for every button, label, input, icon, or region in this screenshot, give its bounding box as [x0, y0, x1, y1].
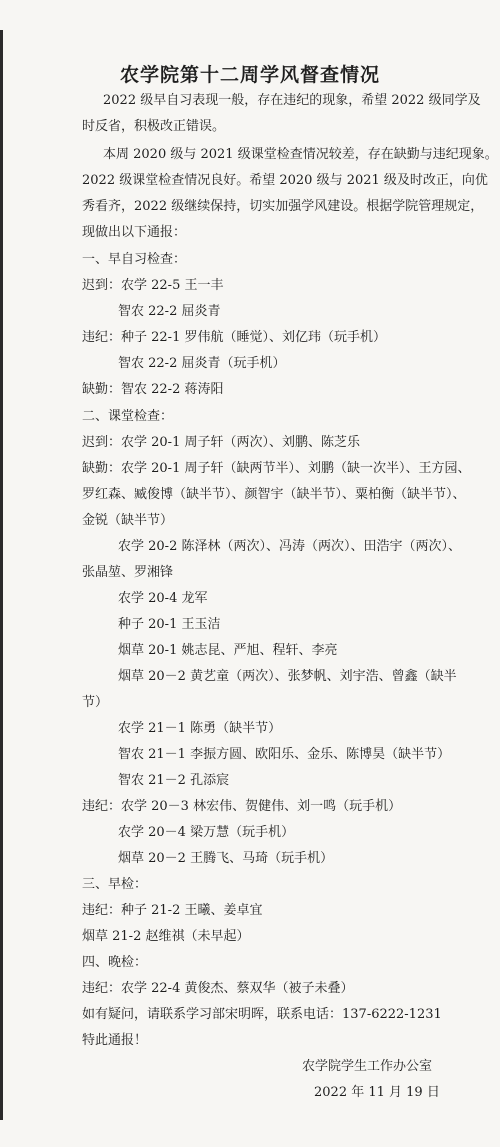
list-item: 张晶堃、罗湘锋	[82, 565, 174, 580]
signature-office: 农学院学生工作办公室	[302, 1059, 433, 1074]
closing-line: 特此通报！	[82, 1033, 148, 1048]
page-edge-line	[0, 30, 3, 1120]
list-item: 农学 21－1 陈勇（缺半节）	[118, 721, 282, 736]
list-item: 智农 21－2 孔添宸	[118, 773, 230, 788]
section-heading: 四、晚检：	[82, 955, 148, 970]
list-item: 金锐（缺半节）	[82, 513, 174, 528]
list-item: 迟到：农学 20-1 周子轩（两次）、刘鹏、陈芝乐	[82, 435, 360, 450]
signature-date: 2022 年 11 月 19 日	[314, 1085, 440, 1100]
list-item: 智农 21－1 李振方圆、欧阳乐、金乐、陈博昊（缺半节）	[118, 747, 451, 762]
list-item: 烟草 20-1 姚志昆、严旭、程轩、李亮	[118, 643, 338, 658]
section-heading: 一、早自习检查：	[82, 252, 187, 267]
list-item: 种子 20-1 王玉洁	[118, 617, 221, 632]
list-item: 迟到：农学 22-5 王一丰	[82, 278, 224, 293]
paragraph-line: 本周 2020 级与 2021 级课堂检查情况较差，存在缺勤与违纪现象。	[103, 147, 498, 162]
list-item: 智农 22-2 屈炎青	[118, 304, 221, 319]
paragraph-line: 时反省，积极改正错误。	[82, 119, 226, 134]
list-item: 缺勤：农学 20-1 周子轩（缺两节半）、刘鹏（缺一次半）、王方园、	[82, 461, 471, 476]
list-item: 违纪：农学 20－3 林宏伟、贺健伟、刘一鸣（玩手机）	[82, 799, 402, 814]
list-item: 节）	[82, 695, 109, 710]
contact-line: 如有疑问，请联系学习部宋明晖，联系电话：137-6222-1231	[82, 1007, 442, 1022]
list-item: 农学 20-2 陈泽林（两次）、冯涛（两次）、田浩宇（两次）、	[118, 539, 461, 554]
list-item: 烟草 20－2 王腾飞、马琦（玩手机）	[118, 851, 334, 866]
paragraph-line: 2022 级课堂检查情况良好。希望 2020 级与 2021 级及时改正，向优	[82, 173, 488, 188]
list-item: 违纪：种子 21-2 王曦、姜卓宜	[82, 903, 263, 918]
list-item: 违纪：种子 22-1 罗伟航（睡觉）、刘亿玮（玩手机）	[82, 330, 386, 345]
list-item: 烟草 20－2 黄艺童（两次）、张梦帆、刘宇浩、曾鑫（缺半	[118, 669, 457, 684]
list-item: 智农 22-2 屈炎青（玩手机）	[118, 356, 286, 371]
section-heading: 二、课堂检查：	[82, 409, 174, 424]
paragraph-line: 2022 级早自习表现一般，存在违纪的现象，希望 2022 级同学及	[103, 93, 481, 108]
paragraph-line: 现做出以下通报：	[82, 225, 187, 240]
section-heading: 三、早检：	[82, 877, 148, 892]
paragraph-line: 秀看齐，2022 级继续保持，切实加强学风建设。根据学院管理规定，	[82, 199, 484, 214]
list-item: 烟草 21-2 赵维祺（未早起）	[82, 929, 250, 944]
list-item: 缺勤：智农 22-2 蒋涛阳	[82, 382, 224, 397]
list-item: 罗红森、臧俊博（缺半节）、颜智宇（缺半节）、粟柏衡（缺半节）、	[82, 487, 466, 502]
list-item: 违纪：农学 22-4 黄俊杰、蔡双华（被子未叠）	[82, 981, 354, 996]
page-title: 农学院第十二周学风督查情况	[119, 64, 380, 86]
list-item: 农学 20－4 梁万慧（玩手机）	[118, 825, 295, 840]
list-item: 农学 20-4 龙军	[118, 591, 208, 606]
